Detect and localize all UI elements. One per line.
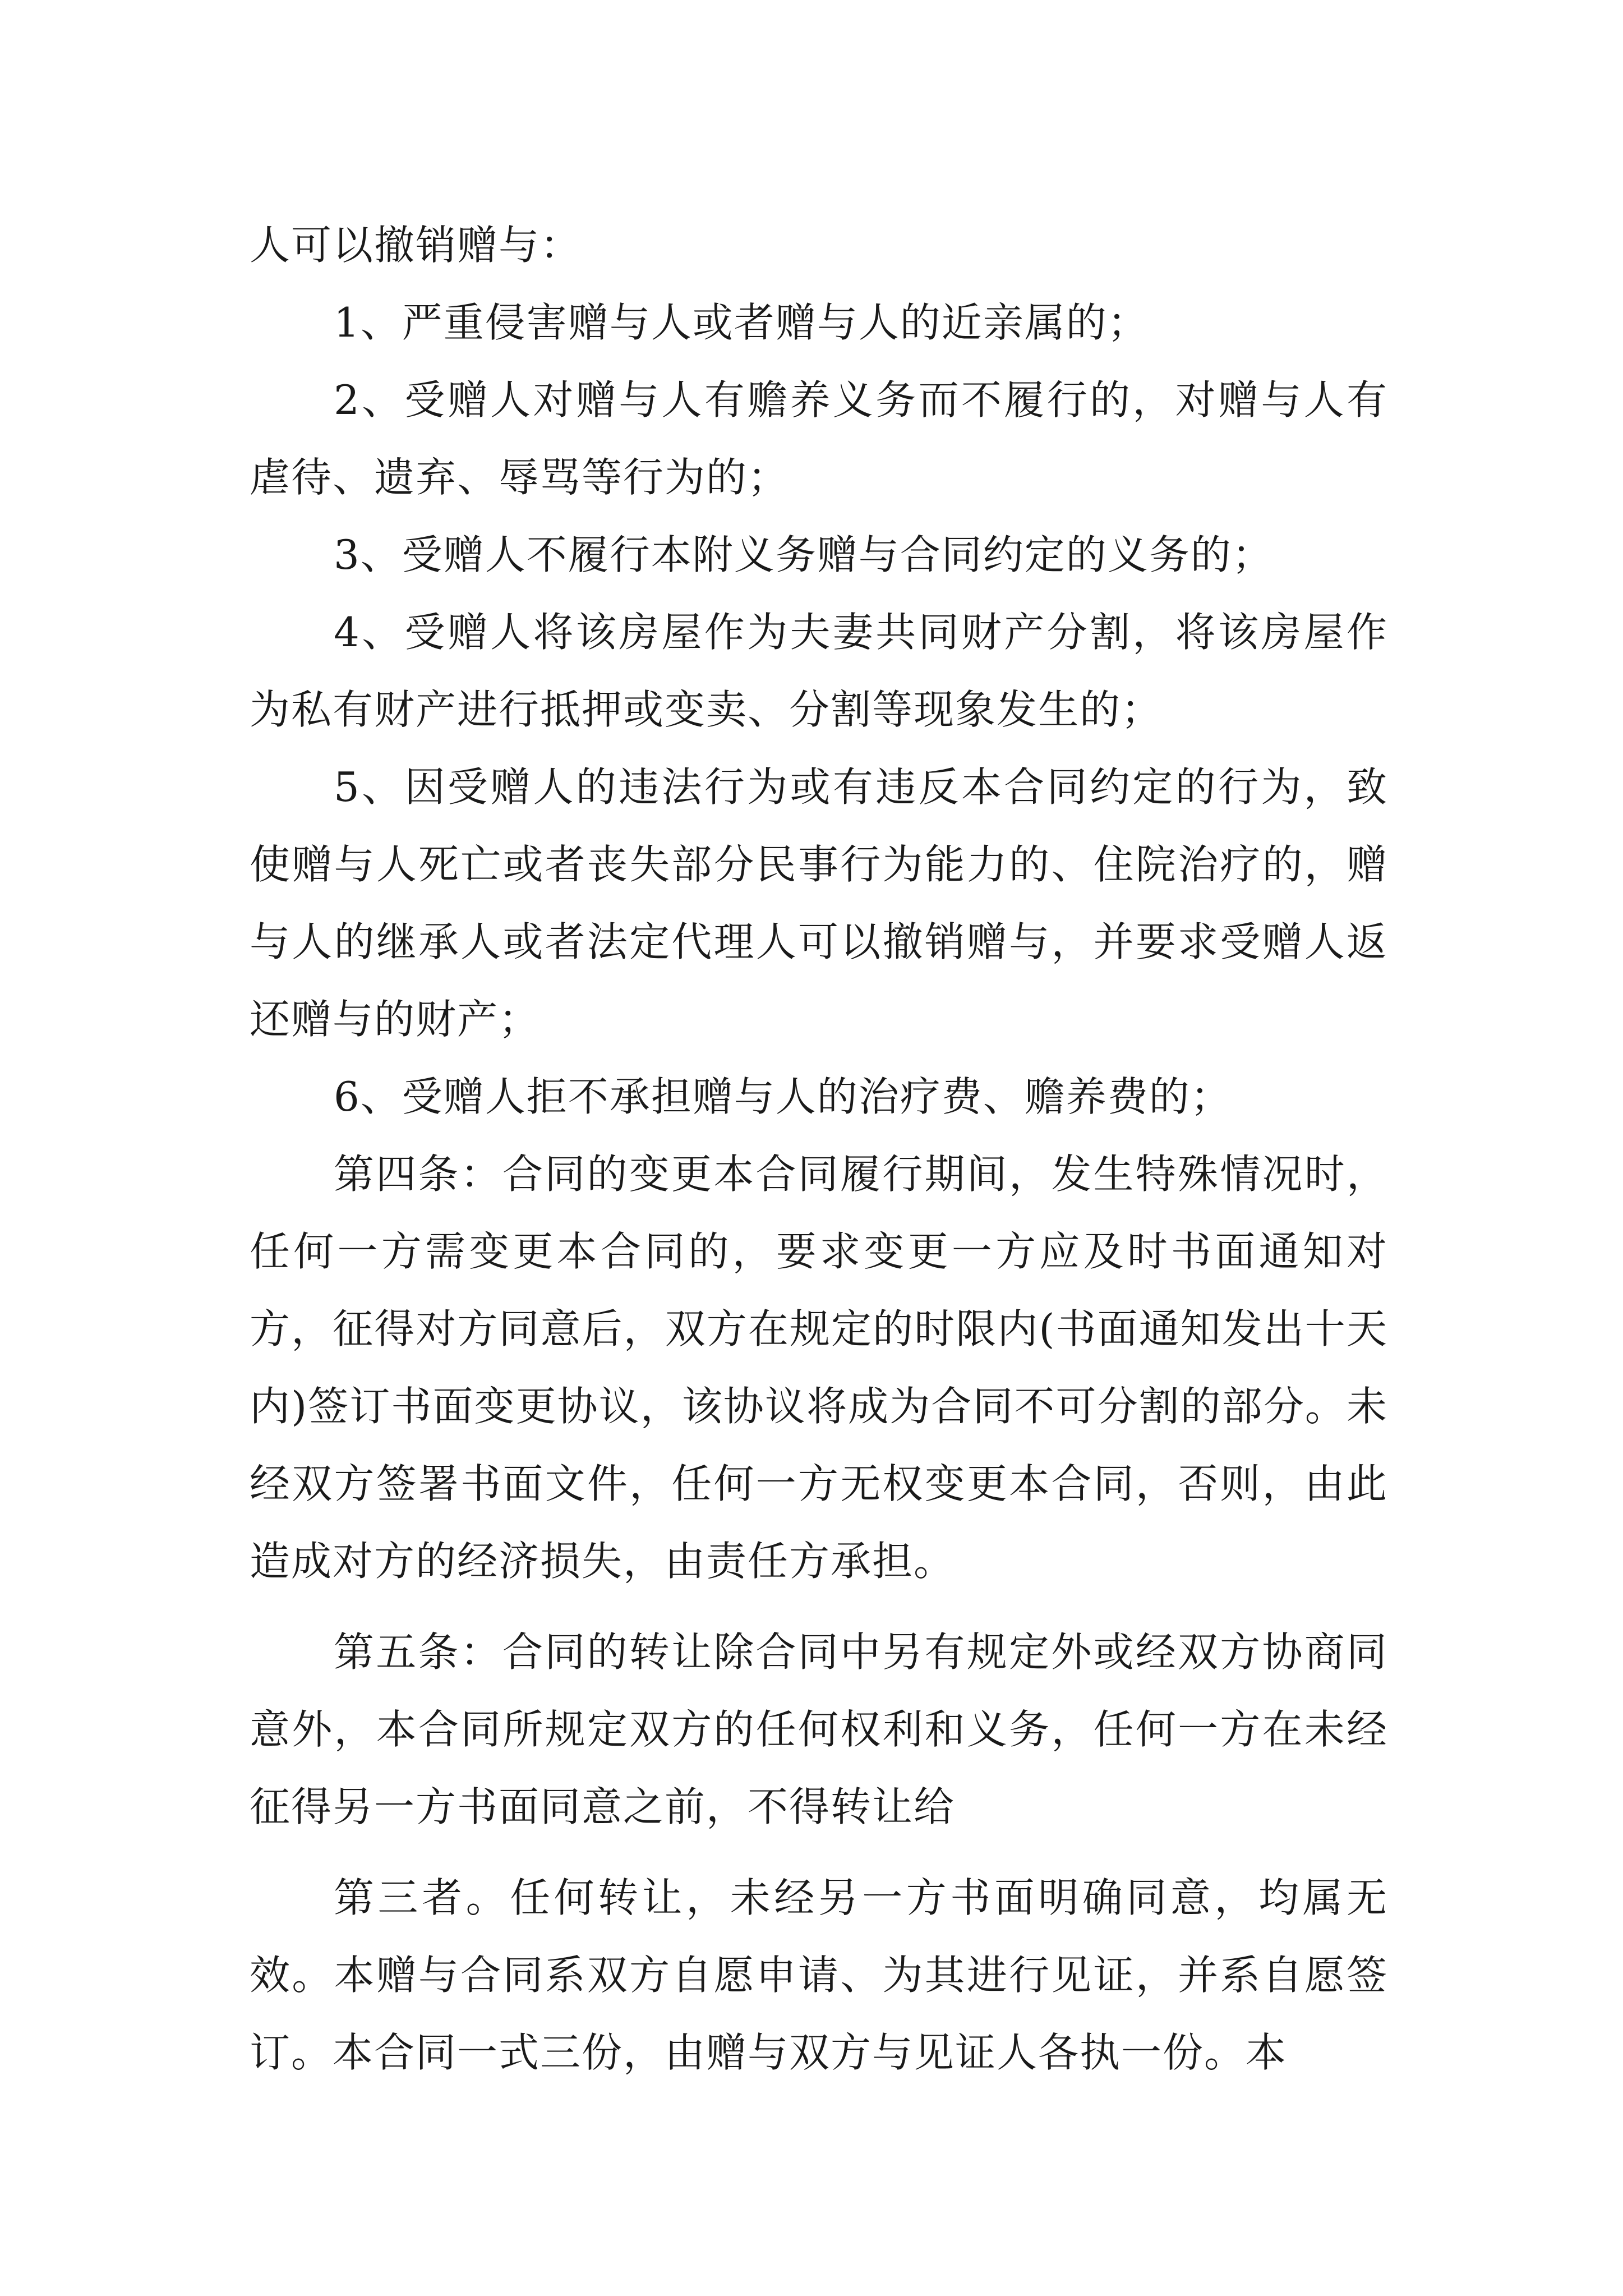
paragraph-item-3: 3、受赠人不履行本附义务赠与合同约定的义务的； xyxy=(334,531,1274,578)
paragraph-item-5: 5、因受赠人的违法行为或有违反本合同约定的行为，致使赠与人死亡或者丧失部分民事行为能力的、住院治疗的，赠与人的继承人或者法定代理人可以撤销赠与，并要求受赠人返还赠与的财产； xyxy=(250,763,1388,1043)
paragraph-item-4: 4、受赠人将该房屋作为夫妻共同财产分割，将该房屋作为私有财产进行抵押或变卖、分割等现象发生的； xyxy=(250,609,1388,733)
paragraph-item-6: 6、受赠人拒不承担赠与人的治疗费、赡养费的； xyxy=(334,1073,1232,1120)
paragraph-article-4: 第四条：合同的变更本合同履行期间，发生特殊情况时，任何一方需变更本合同的，要求变更一方应及时书面通知对方，征得对方同意后，双方在规定的时限内(书面通知发出十天内)签订书面变更协议，该协议将成为合同不可分割的部分。未经双方签署书面文件，任何一方无权变更本合同，否则，由此造成对方的经济损失，由责任方承担。 xyxy=(250,1151,1388,1585)
document-body xyxy=(250,206,1388,2091)
paragraph-third-party: 第三者。任何转让，未经另一方书面明确同意，均属无效。本赠与合同系双方自愿申请、为其进行见证，并系自愿签订。本合同一式三份，由赠与双方与见证人各执一份。本 xyxy=(250,1874,1388,2076)
paragraph-item-2: 2、受赠人对赠与人有赡养义务而不履行的，对赠与人有虐待、遗弃、辱骂等行为的； xyxy=(250,376,1388,501)
paragraph-revocation-intro: 人可以撤销赠与： xyxy=(250,222,582,269)
paragraph-item-1: 1、严重侵害赠与人或者赠与人的近亲属的； xyxy=(334,299,1149,346)
paragraph-article-5: 第五条：合同的转让除合同中另有规定外或经双方协商同意外，本合同所规定双方的任何权利和义务，任何一方在未经征得另一方书面同意之前，不得转让给 xyxy=(250,1628,1388,1830)
